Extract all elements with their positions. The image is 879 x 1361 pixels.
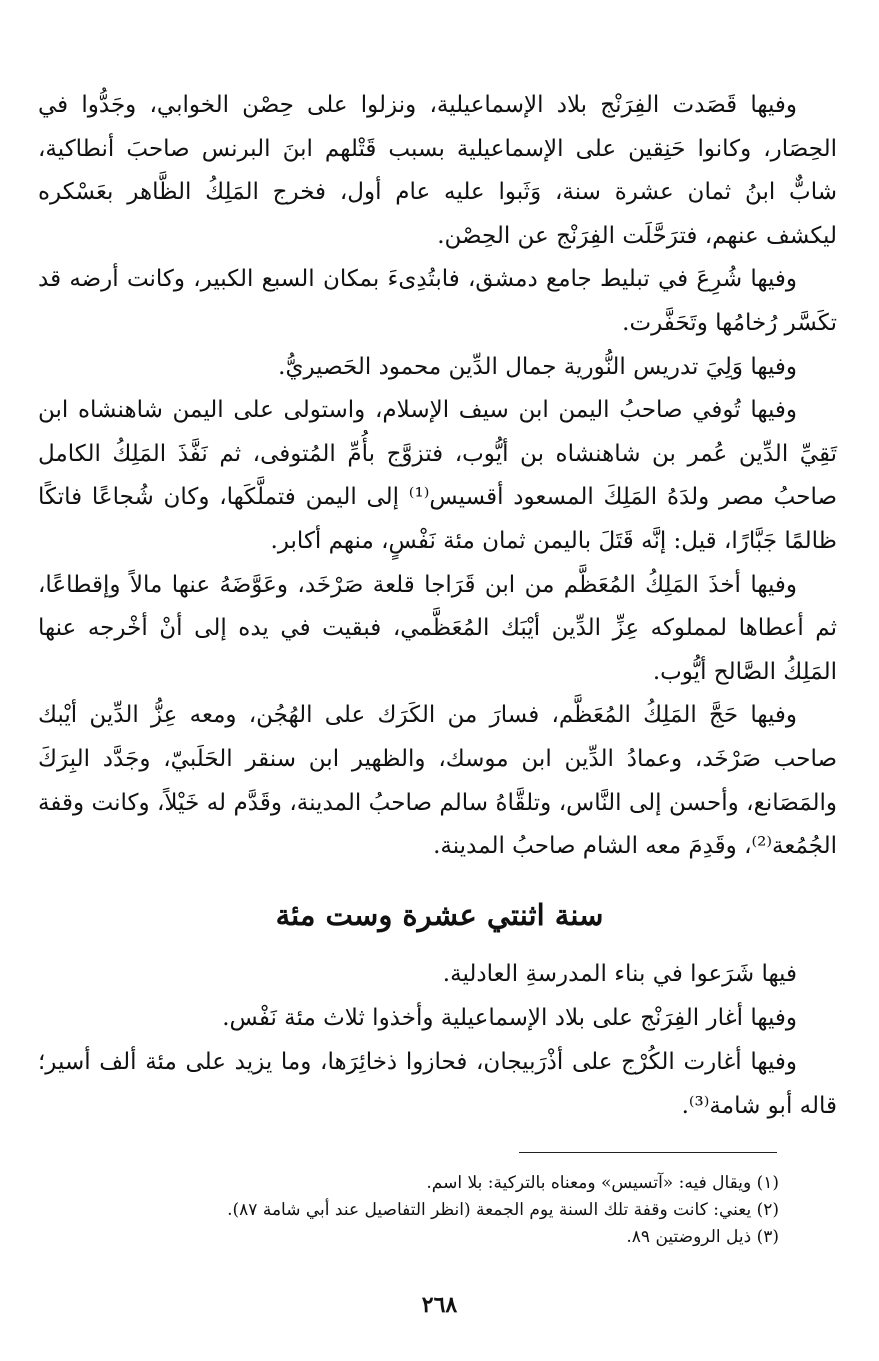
paragraph-adiliya: فيها شَرَعوا في بناء المدرسةِ العادلية. — [442, 961, 797, 987]
section-text — [38, 952, 837, 1128]
paragraph-nuriya-teaching: وفيها وَلِيَ تدريس النُّورية جمال الدِّين محمود الحَصيريُّ. — [278, 353, 797, 380]
page-number: ٢٦٨ — [421, 1292, 458, 1318]
footnotes — [60, 1170, 779, 1251]
paragraph-yemen: وفيها تُوفي صاحبُ اليمن ابن سيف الإسلام، واستولى على اليمن شاهنشاه ابن تَقِيِّ الدِّين عُمر بن شاهنشاه بن أيُّوب، فتزوَّج بأُمِّ المُتوفى، ثم نَفَّذَ المَلِكُ الكامل صاحبُ مصر ولدَهُ المَلِكَ المسعود أقسيس⁽¹⁾ إلى اليمن فتملَّكَها، وكان شُجاعًا فاتكًا ظالمًا جَبَّارًا، قيل: إنَّه قَتَلَ باليمن ثمان مئة نَفْسٍ، منهم أكابر. — [38, 397, 838, 554]
paragraph-georgians: وفيها أغارت الكُرْج على أذْرَبيجان، فحازوا ذخائِرَها، وما يزيد على مئة ألف أسير؛ قاله أبو شامة⁽³⁾. — [38, 1049, 837, 1119]
section-heading: سنة اثنتي عشرة وست مئة — [275, 898, 604, 932]
footnote-1: (١) ويقال فيه: «آتسيس» ومعناه بالتركية: بلا اسم. — [426, 1173, 779, 1193]
main-text — [38, 84, 837, 869]
footnote-2: (٢) يعني: كانت وقفة تلك السنة يوم الجمعة (انظر التفاصيل عند أبي شامة ٨٧). — [227, 1200, 779, 1220]
paragraph-franks-raid: وفيها أغار الفِرَنْج على بلاد الإسماعيلية وأخذوا ثلاث مئة نَفْس. — [222, 1005, 797, 1031]
paragraph-franks-siege: وفيها قَصَدت الفِرَنْج بلاد الإسماعيلية، ونزلوا على حِصْن الخوابي، وجَدُّوا في الحِصَار، وكانوا حَنِقين على الإسماعيلية بسبب قَتْلهم ابنَ البرنس صاحبَ أنطاكية، شابٌّ ابنُ ثمان عشرة سنة، وَثَبوا عليه عام أول، فخرج المَلِكُ الظَّاهر بعَسْكره ليكشف عنهم، فترَحَّلَت الفِرَنْج عن الحِصْن. — [38, 92, 837, 249]
paragraph-pilgrimage: وفيها حَجَّ المَلِكُ المُعَظَّم، فسارَ من الكَرَك على الهُجُن، ومعه عِزُّ الدِّين أيْبك صاحب صَرْخَد، وعمادُ الدِّين ابن موسك، والظهير ابن سنقر الحَلَبيّ، وجَدَّد البِرَكَ والمَصَانع، وأحسن إلى النَّاس، وتلقَّاهُ سالم صاحبُ المدينة، وقَدَّم له خَيْلاً، وكانت وقفة الجُمُعة⁽²⁾، وقَدِمَ معه الشام صاحبُ المدينة. — [38, 702, 837, 860]
paragraph-mosque-paving: وفيها شُرِعَ في تبليط جامع دمشق، فابتُدِىءَ بمكان السبع الكبير، وكانت أرضه قد تكَسَّر رُخامُها وتَحَفَّرت. — [38, 266, 837, 336]
footnote-3: (٣) ذيل الروضتين ٨٩. — [626, 1227, 779, 1247]
paragraph-sarkhad: وفيها أخذَ المَلِكُ المُعَظَّم من ابن قَرَاجا قلعة صَرْخَد، وعَوَّضَهُ عنها مالاً وإقطاعًا، ثم أعطاها لمملوكه عِزِّ الدِّين أيْبَك المُعَظَّمي، فبقيت في يده إلى أنْ أخْرجه عنها المَلِكُ الصَّالح أيُّوب. — [38, 571, 837, 685]
footnote-divider — [519, 1152, 777, 1153]
